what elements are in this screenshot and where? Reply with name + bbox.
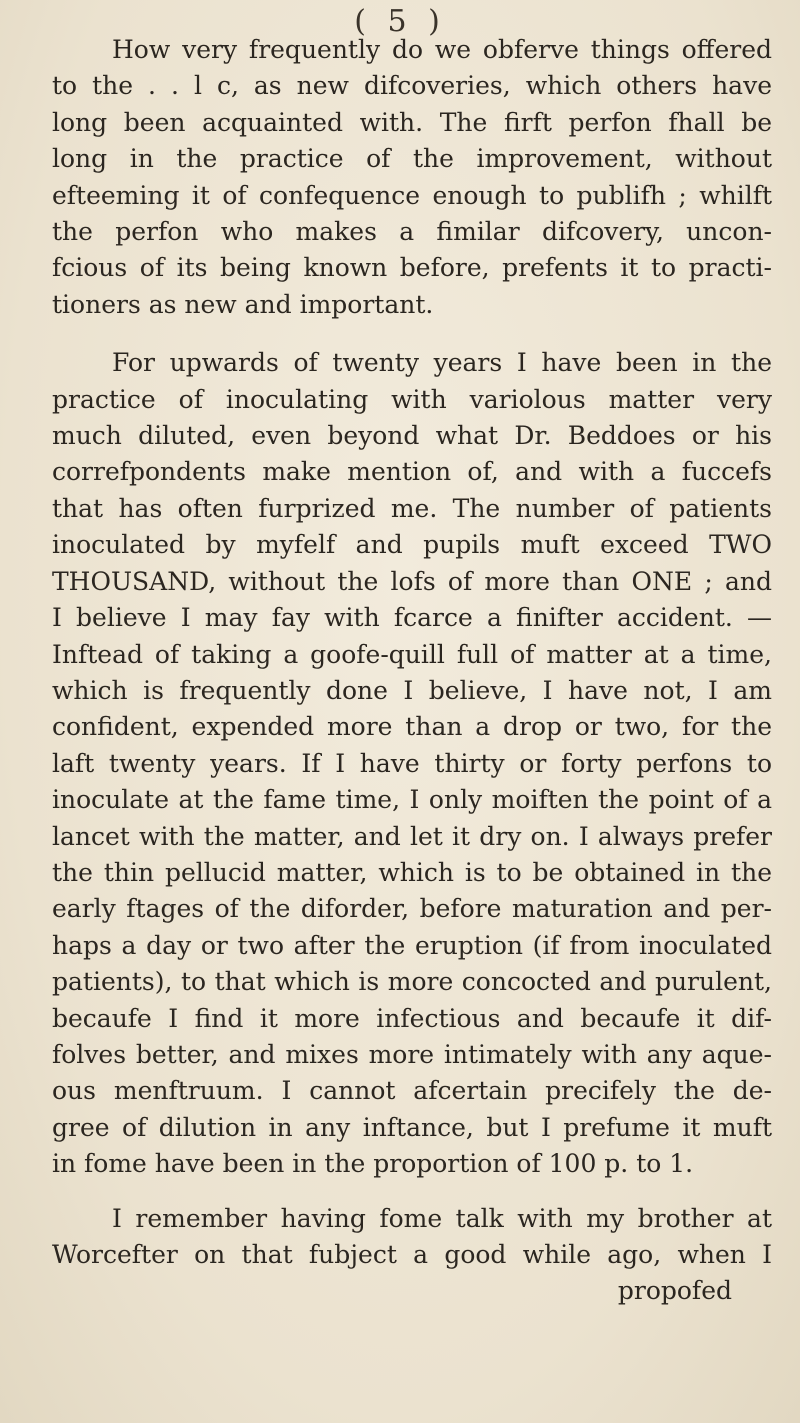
text-line: becaufe I find it more infectious and becaufe it dif- <box>52 1003 772 1033</box>
text-line: early ftages of the diforder, before maturation and per- <box>52 894 772 924</box>
text-line: correfpondents make mention of, and with a fuccefs <box>52 457 772 487</box>
text-line: For upwards of twenty years I have been in the <box>112 348 772 378</box>
text-line: folves better, and mixes more intimately with any aque- <box>52 1039 772 1069</box>
text-line: much diluted, even beyond what Dr. Beddoes or his <box>52 421 772 451</box>
text-line: confident, expended more than a drop or two, for the <box>52 712 772 742</box>
text-line: ous menftruum. I cannot afcertain precifely the de- <box>52 1076 772 1106</box>
text-line: which is frequently done I believe, I have not, I am <box>52 675 772 705</box>
page-number: ( 5 ) <box>354 4 446 39</box>
text-line: I remember having fome talk with my brother at <box>112 1203 772 1233</box>
text-line: How very frequently do we obferve things offered <box>112 35 772 64</box>
text-line: patients), to that which is more concocted and purulent, <box>52 967 772 997</box>
text-line: fcious of its being known before, prefents it to practi- <box>52 253 772 283</box>
text-line: inoculate at the fame time, I only moiften the point of a <box>52 785 772 815</box>
text-line: Inftead of taking a goofe-quill full of matter at a time, <box>52 639 772 669</box>
text-line: tioners as new and important. <box>52 289 434 319</box>
text-line: Worcefter on that fubject a good while ago, when I <box>52 1240 772 1269</box>
text-line: laft twenty years. If I have thirty or forty perfons to <box>52 748 772 778</box>
paragraph-1 <box>52 32 772 323</box>
text-line: lancet with the matter, and let it dry on. I always prefer <box>52 821 772 851</box>
text-line: practice of inoculating with variolous matter very <box>52 384 772 414</box>
text-line: efteeming it of confequence enough to publifh ; whilft <box>52 180 772 210</box>
text-line: long been acquainted with. The firft perfon fhall be <box>52 107 772 137</box>
text-line: I believe I may fay with fcarce a finifter accident. — <box>52 603 772 633</box>
text-line: the perfon who makes a fimilar difcovery, uncon- <box>52 217 772 247</box>
text-line: that has often furprized me. The number of patients <box>52 493 772 523</box>
text-line: THOUSAND, without the lofs of more than ONE ; and <box>52 566 772 596</box>
paragraph-3 <box>52 1201 772 1310</box>
text-line: long in the practice of the improvement, without <box>52 144 772 174</box>
catchword: propofed <box>617 1276 732 1306</box>
body-text <box>52 30 772 1310</box>
text-line: in fome have been in the proportion of 100 p. to 1. <box>52 1149 694 1179</box>
text-line: haps a day or two after the eruption (if from inoculated <box>52 930 772 960</box>
text-line: the thin pellucid matter, which is to be obtained in the <box>52 857 772 887</box>
text-line: gree of dilution in any inftance, but I prefume it muft <box>52 1112 772 1142</box>
text-line: to the . . l c, as new difcoveries, which others have <box>52 71 772 101</box>
text-line: inoculated by myfelf and pupils muft exceed TWO <box>52 530 772 560</box>
paragraph-2 <box>52 345 772 1182</box>
